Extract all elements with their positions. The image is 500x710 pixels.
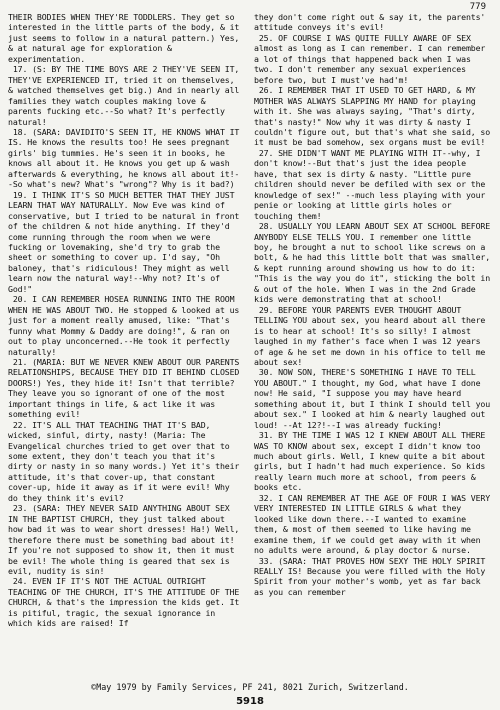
document-code: 5918: [236, 696, 264, 707]
copyright-footer: ©May 1979 by Family Services, PF 241, 8021 Zurich, Switzerland.: [91, 682, 409, 692]
left-column-text: THEIR BODIES WHEN THEY'RE TODDLERS. They get so interested in the little parts of the body, & it just seems to follow in a natural pattern.) Yes, & at natural age for exploration & experimentation. 17. (S: BY THE TIME BOYS ARE 2 THEY'VE SEEN IT, THEY'VE EXPERIENCED IT, tried it on themselves, & watched themselves get big.) And in nearly all families they watch couples making love & parents fucking etc.--So what? It's perfectly natural! 18. (SARA: DAVIDITO'S SEEN IT, HE KNOWS WHAT IT IS. He knows the results too! He sees pregnant girls' big tummies. He's seen it in books, he knows all about it. He knows you get up & wash afterwards & everything, he knows all about it!--So what's new? What's "wrong"? Why is it bad?) 19. I THINK IT'S SO MUCH BETTER THAT THEY JUST LEARN THAT WAY NATURALLY. Now Eve was kind of conservative, but I tried to be natural in front of the children & not hide anything. If they'd come running through the room when we were fucking or lovemaking, she'd try to grab the sheet or something to cover up. I'd say, "Oh baloney, that's ridiculous! They might as well learn now the natural way!--Why not? It's of God!" 20. I CAN REMEMBER HOSEA RUNNING INTO THE ROOM WHEN HE WAS ABOUT TWO. He stopped & looked at us just for a moment really amused, like: "That's funny what Mommy & Daddy are doing!", & ran on out to play unconcerned.--He took it perfectly naturally! 21. (MARIA: BUT WE NEVER KNEW ABOUT OUR PARENTS RELATIONSHIPS, BECAUSE THEY DID IT BEHIND CLOSED DOORS!) Yes, they hide it! Isn't that terrible? They leave you so ignorant of one of the most important things in life, & act like it was something evil! 22. IT'S ALL THAT TEACHING THAT IT'S BAD, wicked, sinful, dirty, nasty! (Maria: The Evangelical churches tried to get over that to some extent, they don't teach you that it's dirty or nasty in so many words.) Yet it's their attitude, it's that cover-up, that constant cover-up, hide it away as if it were evil! Why do they think it's evil? 23. (SARA: THEY NEVER SAID ANYTHING ABOUT SEX IN THE BAPTIST CHURCH, they just talked about how bad it was to wear short dresses! Ha!) Well, therefore there must be something bad about it! If you're not supposed to show it, then it must be evil! The whole thing is geared that sex is evil, nudity is sin! 24. EVEN IF IT'S NOT THE ACTUAL OUTRIGHT TEACHING OF THE CHURCH, IT'S THE ATTITUDE OF THE CHURCH, & that's the impression the kids get. It is pitiful, tragic, the sexual ignorance in which kids are raised! If: [8, 12, 240, 629]
page-number: 779: [469, 2, 486, 12]
right-column-text: they don't come right out & say it, the parents' attitude conveys it's evil! 25. OF COURSE I WAS QUITE FULLY AWARE OF SEX almost as long as I can remember. I can remember a lot of things that happened back when I was two. I don't remember any sexual experiences before two, but I must've had'm! 26. I REMEMBER THAT IT USED TO GET HARD, & MY MOTHER WAS ALWAYS SLAPPING MY HAND for playing with it. She was always saying, "That's dirty, that's nasty!" Now why it was dirty & nasty I couldn't figure out, but that's what she said, so it must be bad somehow, sex organs must be evil! 27. SHE DIDN'T WANT ME PLAYING WITH IT--why, I don't know!--But that's just the idea people have, that sex is dirty & nasty. "Little pure children should never be defiled with sex or the knowledge of sex!" --much less playing with your penie or looking at little girls holes or touching them! 28. USUALLY YOU LEARN ABOUT SEX AT SCHOOL BEFORE ANYBODY ELSE TELLS YOU. I remember one little boy, he brought a nut to school like screws on a bolt, & he had this little bolt that was smaller, & kept running around showing us how to do it: "This is the way you do it", sticking the bolt in & out of the hole. When I was in the 2nd Grade kids were demonstrating that at school! 29. BEFORE YOUR PARENTS EVER THOUGHT ABOUT TELLING YOU about sex, you heard about all there is to hear at school! It's so silly! I almost laughed in my father's face when I was 12 years of age & he set me down in his office to tell me about sex! 30. NOW SON, THERE'S SOMETHING I HAVE TO TELL YOU ABOUT." I thought, my God, what have I done now! He said, "I suppose you may have heard something about it, but I think I should tell you about sex." I looked at him & nearly laughed out loud! --At 12?!--I was already fucking! 31. BY THE TIME I WAS 12 I KNEW ABOUT ALL THERE WAS TO KNOW about sex, except I didn't know too much about girls. Well, I knew quite a bit about girls, but I hadn't had much experience. So kids really learn much more at school, from peers & books etc. 32. I CAN REMEMBER AT THE AGE OF FOUR I WAS VERY VERY INTERESTED IN LITTLE GIRLS & what they looked like down there.--I wanted to examine them, & most of them seemed to like having me examine them, if we could get away with it when no adults were around, & play doctor & nurse. 33. (SARA: THAT PROVES HOW SEXY THE HOLY SPIRIT REALLY IS! Because you were filled with the Holy Spirit from your mother's womb, yet as far back as you can remember: [254, 12, 491, 597]
